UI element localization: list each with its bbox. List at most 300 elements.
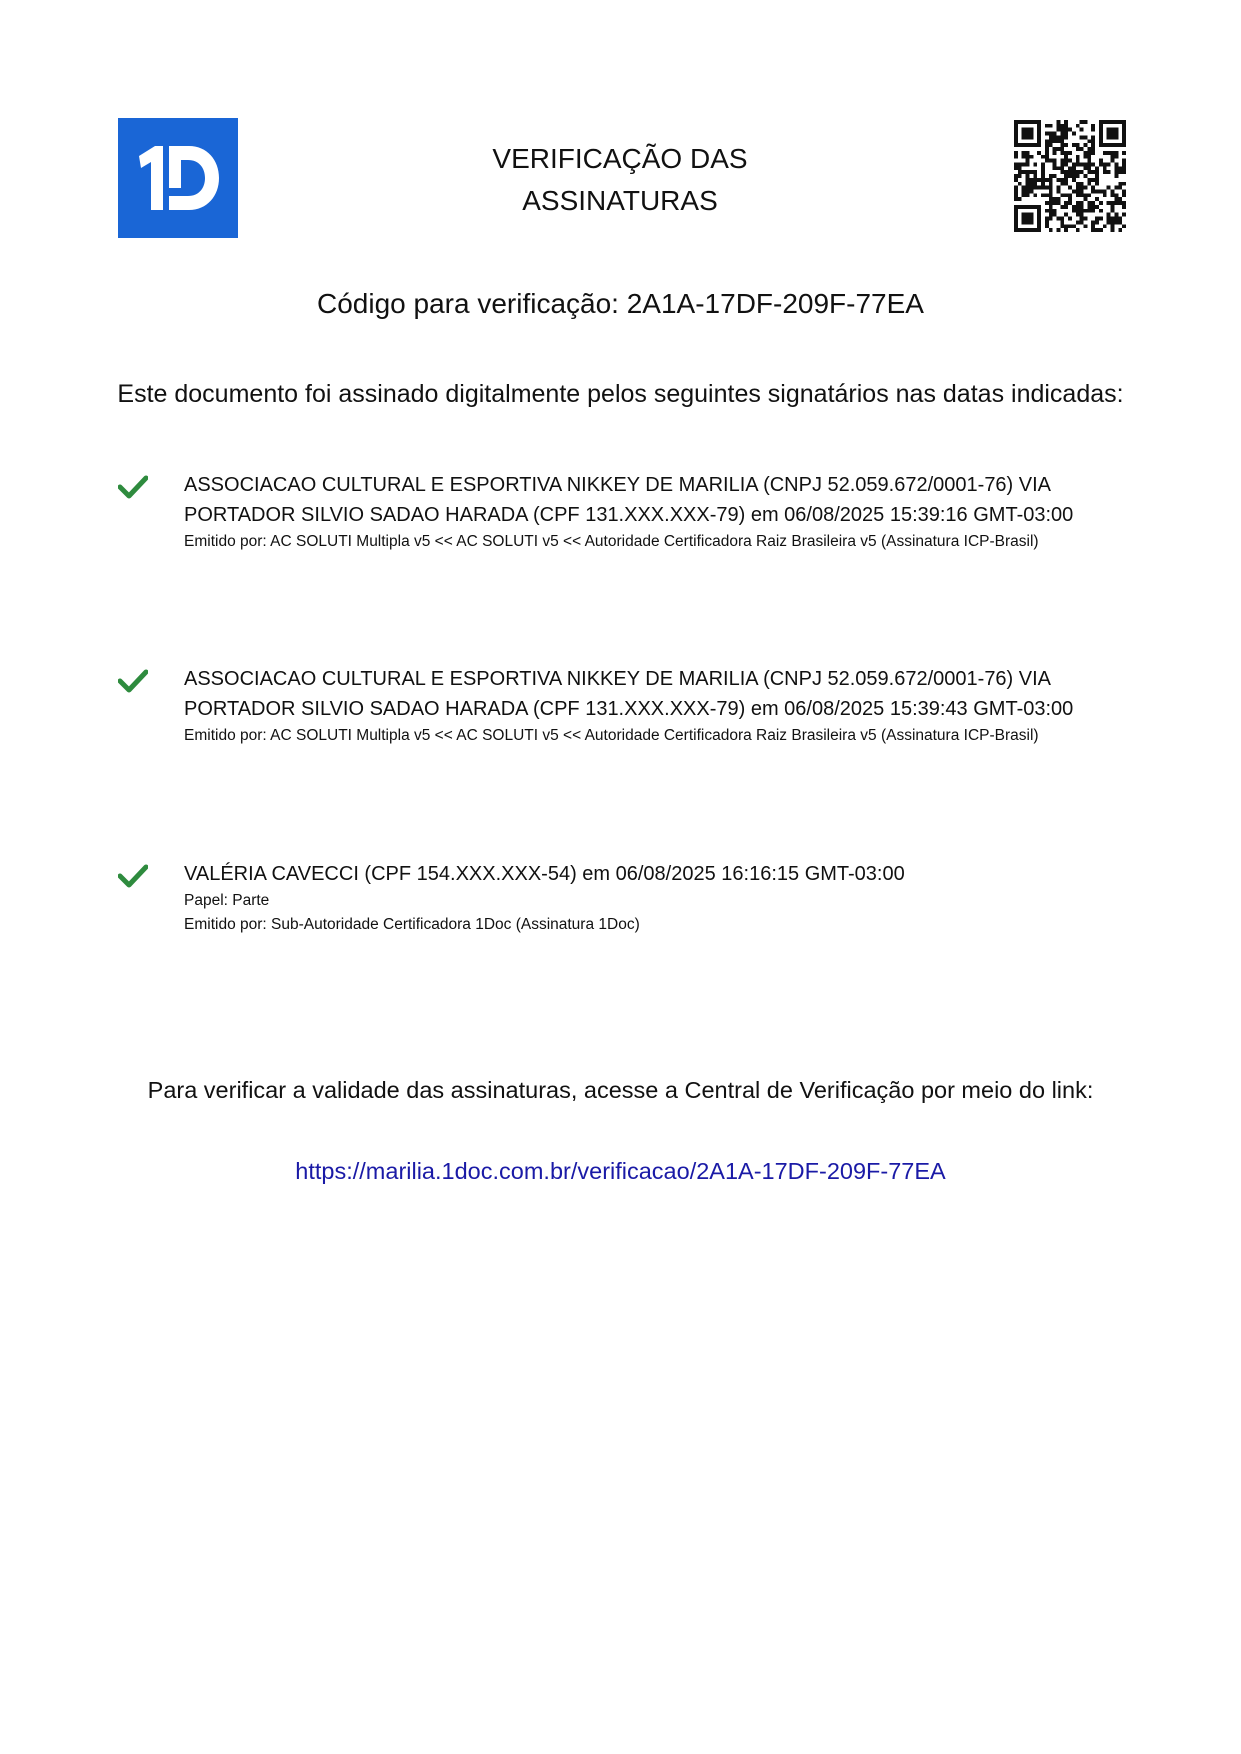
qr-module xyxy=(1041,170,1045,174)
qr-module xyxy=(1068,174,1072,178)
qr-module xyxy=(1053,132,1057,136)
qr-module xyxy=(1072,174,1076,178)
check-icon xyxy=(118,474,148,500)
qr-module xyxy=(1014,193,1018,197)
qr-module xyxy=(1122,124,1126,128)
qr-module xyxy=(1014,174,1018,178)
qr-module xyxy=(1049,124,1053,128)
qr-module xyxy=(1014,209,1018,213)
qr-module xyxy=(1111,120,1115,124)
qr-module xyxy=(1118,201,1122,205)
qr-module xyxy=(1026,174,1030,178)
qr-module xyxy=(1029,217,1033,221)
qr-module xyxy=(1022,205,1026,209)
qr-module xyxy=(1049,197,1053,201)
qr-module xyxy=(1056,147,1060,151)
qr-module xyxy=(1049,193,1053,197)
qr-module xyxy=(1076,143,1080,147)
title-line-1: VERIFICAÇÃO DAS xyxy=(492,143,748,174)
qr-module xyxy=(1114,151,1118,155)
qr-module xyxy=(1022,128,1026,132)
qr-module xyxy=(1029,205,1033,209)
qr-module xyxy=(1111,209,1115,213)
qr-module xyxy=(1122,170,1126,174)
qr-module xyxy=(1014,120,1018,124)
qr-module xyxy=(1091,209,1095,213)
qr-module xyxy=(1099,159,1103,163)
qr-module xyxy=(1107,213,1111,217)
qr-module xyxy=(1037,135,1041,139)
qr-module xyxy=(1076,159,1080,163)
qr-module xyxy=(1076,205,1080,209)
qr-module xyxy=(1060,224,1064,228)
qr-module xyxy=(1049,201,1053,205)
signer-issuer: Emitido por: AC SOLUTI Multipla v5 << AC SOLUTI v5 << Autoridade Certificadora Raiz Brasileira v5 (Assinatura ICP-Brasil) xyxy=(184,727,1039,744)
qr-module xyxy=(1026,135,1030,139)
qr-module xyxy=(1072,170,1076,174)
qr-module xyxy=(1014,186,1018,190)
qr-module xyxy=(1076,170,1080,174)
1doc-logo xyxy=(118,118,238,238)
check-icon xyxy=(118,863,148,889)
qr-module xyxy=(1080,170,1084,174)
qr-module xyxy=(1068,151,1072,155)
qr-module xyxy=(1026,228,1030,232)
qr-module xyxy=(1114,162,1118,166)
qr-module xyxy=(1029,228,1033,232)
intro-text: Este documento foi assinado digitalmente pelos seguintes signatários nas datas indicadas: xyxy=(117,380,1124,408)
qr-module xyxy=(1095,228,1099,232)
qr-module xyxy=(1018,174,1022,178)
qr-module xyxy=(1080,193,1084,197)
qr-module xyxy=(1103,193,1107,197)
qr-module xyxy=(1060,124,1064,128)
qr-module xyxy=(1114,174,1118,178)
qr-module xyxy=(1080,120,1084,124)
qr-module xyxy=(1037,209,1041,213)
qr-module xyxy=(1041,174,1045,178)
qr-module xyxy=(1099,162,1103,166)
qr-module xyxy=(1114,186,1118,190)
qr-module xyxy=(1076,186,1080,190)
page-title xyxy=(420,138,820,222)
qr-module xyxy=(1045,159,1049,163)
qr-module xyxy=(1033,120,1037,124)
qr-module xyxy=(1056,190,1060,194)
qr-module xyxy=(1037,224,1041,228)
qr-module xyxy=(1056,124,1060,128)
qr-module xyxy=(1029,186,1033,190)
qr-module xyxy=(1041,182,1045,186)
qr-module xyxy=(1053,139,1057,143)
qr-module xyxy=(1037,178,1041,182)
qr-module xyxy=(1018,120,1022,124)
qr-module xyxy=(1114,193,1118,197)
qr-module xyxy=(1049,132,1053,136)
qr-module xyxy=(1014,190,1018,194)
qr-module xyxy=(1022,162,1026,166)
qr-module xyxy=(1026,151,1030,155)
qr-module xyxy=(1037,228,1041,232)
qr-module xyxy=(1111,132,1115,136)
qr-module xyxy=(1122,151,1126,155)
qr-module xyxy=(1026,132,1030,136)
qr-module xyxy=(1068,186,1072,190)
qr-module xyxy=(1072,178,1076,182)
qr-module xyxy=(1029,120,1033,124)
qr-module xyxy=(1107,170,1111,174)
qr-module xyxy=(1064,159,1068,163)
qr-module xyxy=(1029,178,1033,182)
qr-module xyxy=(1026,128,1030,132)
qr-module xyxy=(1060,162,1064,166)
qr-module xyxy=(1087,147,1091,151)
qr-module xyxy=(1084,186,1088,190)
qr-module xyxy=(1064,174,1068,178)
qr-module xyxy=(1087,170,1091,174)
qr-module xyxy=(1080,205,1084,209)
qr-module xyxy=(1060,182,1064,186)
qr-module xyxy=(1045,124,1049,128)
qr-module xyxy=(1060,128,1064,132)
qr-module xyxy=(1076,147,1080,151)
qr-module xyxy=(1060,139,1064,143)
qr-module xyxy=(1064,151,1068,155)
qr-module xyxy=(1107,128,1111,132)
qr-module xyxy=(1064,178,1068,182)
qr-module xyxy=(1045,220,1049,224)
title-line-2: ASSINATURAS xyxy=(522,185,718,216)
qr-module xyxy=(1118,166,1122,170)
qr-module xyxy=(1014,139,1018,143)
qr-module xyxy=(1053,174,1057,178)
qr-module xyxy=(1037,186,1041,190)
qr-module xyxy=(1091,143,1095,147)
qr-module xyxy=(1029,170,1033,174)
qr-module xyxy=(1029,220,1033,224)
qr-module xyxy=(1122,201,1126,205)
qr-module xyxy=(1091,128,1095,132)
qr-module xyxy=(1084,193,1088,197)
qr-module xyxy=(1041,162,1045,166)
qr-module xyxy=(1037,132,1041,136)
qr-module xyxy=(1045,132,1049,136)
qr-module xyxy=(1107,143,1111,147)
qr-module xyxy=(1095,178,1099,182)
qr-module xyxy=(1111,205,1115,209)
signer-line-1: VALÉRIA CAVECCI (CPF 154.XXX.XXX-54) em 06/08/2025 16:16:15 GMT-03:00 xyxy=(184,863,905,885)
qr-module xyxy=(1118,143,1122,147)
qr-module xyxy=(1084,217,1088,221)
qr-module xyxy=(1029,143,1033,147)
qr-module xyxy=(1118,220,1122,224)
qr-module xyxy=(1056,178,1060,182)
qr-module xyxy=(1041,155,1045,159)
qr-module xyxy=(1022,190,1026,194)
qr-module xyxy=(1111,135,1115,139)
qr-module xyxy=(1072,190,1076,194)
qr-module xyxy=(1053,197,1057,201)
qr-module xyxy=(1084,135,1088,139)
qr-module xyxy=(1087,162,1091,166)
qr-module xyxy=(1064,162,1068,166)
signer-issuer: Emitido por: Sub-Autoridade Certificadora 1Doc (Assinatura 1Doc) xyxy=(184,916,640,933)
qr-module xyxy=(1053,135,1057,139)
qr-module xyxy=(1049,174,1053,178)
qr-module xyxy=(1014,151,1018,155)
qr-module xyxy=(1033,170,1037,174)
qr-module xyxy=(1084,209,1088,213)
qr-module xyxy=(1084,151,1088,155)
qr-module xyxy=(1033,174,1037,178)
qr-module xyxy=(1026,217,1030,221)
qr-module xyxy=(1014,217,1018,221)
qr-module xyxy=(1107,162,1111,166)
qr-module xyxy=(1099,124,1103,128)
qr-module xyxy=(1114,143,1118,147)
qr-module xyxy=(1056,186,1060,190)
verification-link[interactable]: https://marilia.1doc.com.br/verificacao/2A1A-17DF-209F-77EA xyxy=(295,1158,946,1184)
qr-module xyxy=(1099,217,1103,221)
qr-module xyxy=(1060,143,1064,147)
qr-module xyxy=(1014,162,1018,166)
qr-module xyxy=(1080,213,1084,217)
qr-module xyxy=(1045,193,1049,197)
qr-module xyxy=(1033,186,1037,190)
qr-module xyxy=(1095,182,1099,186)
qr-module xyxy=(1056,217,1060,221)
qr-module xyxy=(1099,201,1103,205)
verification-code: Código para verificação: 2A1A-17DF-209F-77EA xyxy=(317,288,924,319)
qr-module xyxy=(1084,162,1088,166)
qr-module xyxy=(1111,217,1115,221)
qr-module xyxy=(1095,205,1099,209)
signer-issuer: Emitido por: AC SOLUTI Multipla v5 << AC SOLUTI v5 << Autoridade Certificadora Raiz Brasileira v5 (Assinatura ICP-Brasil) xyxy=(184,533,1039,550)
qr-module xyxy=(1114,217,1118,221)
qr-module xyxy=(1107,201,1111,205)
qr-module xyxy=(1064,128,1068,132)
qr-module xyxy=(1014,166,1018,170)
qr-module xyxy=(1111,159,1115,163)
signer-line-1: ASSOCIACAO CULTURAL E ESPORTIVA NIKKEY DE MARILIA (CNPJ 52.059.672/0001-76) VIA xyxy=(184,668,1052,690)
qr-module xyxy=(1068,166,1072,170)
qr-module xyxy=(1037,128,1041,132)
qr-module xyxy=(1103,143,1107,147)
qr-module xyxy=(1080,220,1084,224)
qr-module xyxy=(1076,193,1080,197)
qr-module xyxy=(1095,166,1099,170)
qr-module xyxy=(1022,135,1026,139)
qr-module xyxy=(1026,182,1030,186)
qr-module xyxy=(1084,155,1088,159)
qr-module xyxy=(1095,217,1099,221)
qr-module xyxy=(1037,120,1041,124)
qr-module xyxy=(1122,166,1126,170)
qr-module xyxy=(1084,224,1088,228)
qr-module xyxy=(1022,143,1026,147)
qr-module xyxy=(1018,170,1022,174)
qr-module xyxy=(1103,162,1107,166)
qr-module xyxy=(1060,205,1064,209)
qr-module xyxy=(1026,193,1030,197)
qr-module xyxy=(1018,197,1022,201)
qr-module xyxy=(1118,228,1122,232)
qr-module xyxy=(1118,217,1122,221)
qr-module xyxy=(1014,178,1018,182)
qr-module xyxy=(1018,205,1022,209)
qr-module xyxy=(1095,174,1099,178)
qr-module xyxy=(1049,182,1053,186)
qr-module xyxy=(1037,217,1041,221)
qr-module xyxy=(1099,209,1103,213)
qr-module xyxy=(1041,166,1045,170)
qr-module xyxy=(1103,190,1107,194)
qr-module xyxy=(1099,228,1103,232)
qr-module xyxy=(1053,209,1057,213)
qr-module xyxy=(1091,220,1095,224)
qr-module xyxy=(1122,190,1126,194)
qr-module xyxy=(1099,143,1103,147)
qr-module xyxy=(1087,151,1091,155)
qr-module xyxy=(1118,182,1122,186)
qr-module xyxy=(1111,190,1115,194)
qr-module xyxy=(1053,162,1057,166)
qr-module xyxy=(1107,132,1111,136)
qr-module xyxy=(1091,147,1095,151)
qr-module xyxy=(1111,143,1115,147)
qr-module xyxy=(1118,186,1122,190)
qr-module xyxy=(1111,201,1115,205)
qr-module xyxy=(1114,135,1118,139)
qr-module xyxy=(1026,220,1030,224)
qr-module xyxy=(1022,186,1026,190)
qr-module xyxy=(1018,166,1022,170)
qr-module xyxy=(1049,213,1053,217)
qr-module xyxy=(1111,224,1115,228)
signer-role: Papel: Parte xyxy=(184,892,270,909)
qr-module xyxy=(1029,132,1033,136)
qr-module xyxy=(1026,205,1030,209)
qr-module xyxy=(1068,224,1072,228)
qr-module xyxy=(1045,143,1049,147)
qr-module xyxy=(1114,170,1118,174)
qr-module xyxy=(1080,162,1084,166)
qr-module xyxy=(1099,139,1103,143)
qr-module xyxy=(1033,143,1037,147)
qr-module xyxy=(1049,143,1053,147)
qr-module xyxy=(1029,182,1033,186)
signer-line-2: PORTADOR SILVIO SADAO HARADA (CPF 131.XXX.XXX-79) em 06/08/2025 15:39:43 GMT-03:00 xyxy=(184,698,1074,720)
qr-module xyxy=(1014,228,1018,232)
qr-module xyxy=(1091,228,1095,232)
qr-module xyxy=(1095,190,1099,194)
qr-module xyxy=(1014,197,1018,201)
qr-module xyxy=(1084,197,1088,201)
qr-module xyxy=(1037,143,1041,147)
qr-module xyxy=(1091,190,1095,194)
qr-module xyxy=(1064,155,1068,159)
qr-module xyxy=(1064,213,1068,217)
qr-module xyxy=(1049,186,1053,190)
qr-module xyxy=(1080,190,1084,194)
qr-module xyxy=(1091,186,1095,190)
qr-module xyxy=(1045,151,1049,155)
qr-module xyxy=(1118,120,1122,124)
qr-module xyxy=(1045,147,1049,151)
qr-module xyxy=(1114,213,1118,217)
qr-module xyxy=(1095,220,1099,224)
qr-module xyxy=(1056,128,1060,132)
qr-module xyxy=(1068,201,1072,205)
qr-module xyxy=(1014,220,1018,224)
qr-module xyxy=(1033,228,1037,232)
qr-module xyxy=(1122,182,1126,186)
qr-module xyxy=(1014,143,1018,147)
qr-module xyxy=(1076,228,1080,232)
footer-instructions: Para verificar a validade das assinaturas, acesse a Central de Verificação por meio do link: xyxy=(147,1077,1094,1103)
qr-module xyxy=(1099,132,1103,136)
qr-module xyxy=(1029,213,1033,217)
qr-module xyxy=(1099,190,1103,194)
qr-module xyxy=(1022,228,1026,232)
qr-module xyxy=(1076,209,1080,213)
qr-module xyxy=(1018,228,1022,232)
qr-module xyxy=(1056,139,1060,143)
qr-module xyxy=(1053,213,1057,217)
qr-module xyxy=(1022,132,1026,136)
1doc-logo-icon xyxy=(133,138,223,218)
qr-module xyxy=(1053,166,1057,170)
qr-module xyxy=(1072,162,1076,166)
qr-module xyxy=(1076,162,1080,166)
qr-module xyxy=(1060,193,1064,197)
qr-module xyxy=(1064,224,1068,228)
qr-module xyxy=(1053,151,1057,155)
qr-module xyxy=(1033,182,1037,186)
qr-module xyxy=(1053,147,1057,151)
qr-module xyxy=(1072,224,1076,228)
qr-module xyxy=(1076,155,1080,159)
qr-module xyxy=(1053,201,1057,205)
qr-module xyxy=(1114,155,1118,159)
qr-module xyxy=(1064,143,1068,147)
qr-module xyxy=(1080,182,1084,186)
qr-module xyxy=(1091,135,1095,139)
qr-module xyxy=(1029,155,1033,159)
qr-module xyxy=(1033,162,1037,166)
qr-module xyxy=(1080,201,1084,205)
qr-module xyxy=(1087,139,1091,143)
qr-module xyxy=(1014,128,1018,132)
qr-module xyxy=(1026,190,1030,194)
qr-module xyxy=(1056,135,1060,139)
qr-module xyxy=(1026,213,1030,217)
qr-module xyxy=(1049,209,1053,213)
qr-module xyxy=(1064,124,1068,128)
qr-module xyxy=(1026,159,1030,163)
qr-module xyxy=(1014,132,1018,136)
qr-module xyxy=(1107,120,1111,124)
qr-module xyxy=(1037,213,1041,217)
qr-module xyxy=(1064,170,1068,174)
qr-module xyxy=(1087,182,1091,186)
qr-module xyxy=(1053,159,1057,163)
qr-module xyxy=(1060,151,1064,155)
qr-module xyxy=(1026,162,1030,166)
qr-module xyxy=(1060,170,1064,174)
qr-module xyxy=(1091,170,1095,174)
qr-module xyxy=(1122,132,1126,136)
